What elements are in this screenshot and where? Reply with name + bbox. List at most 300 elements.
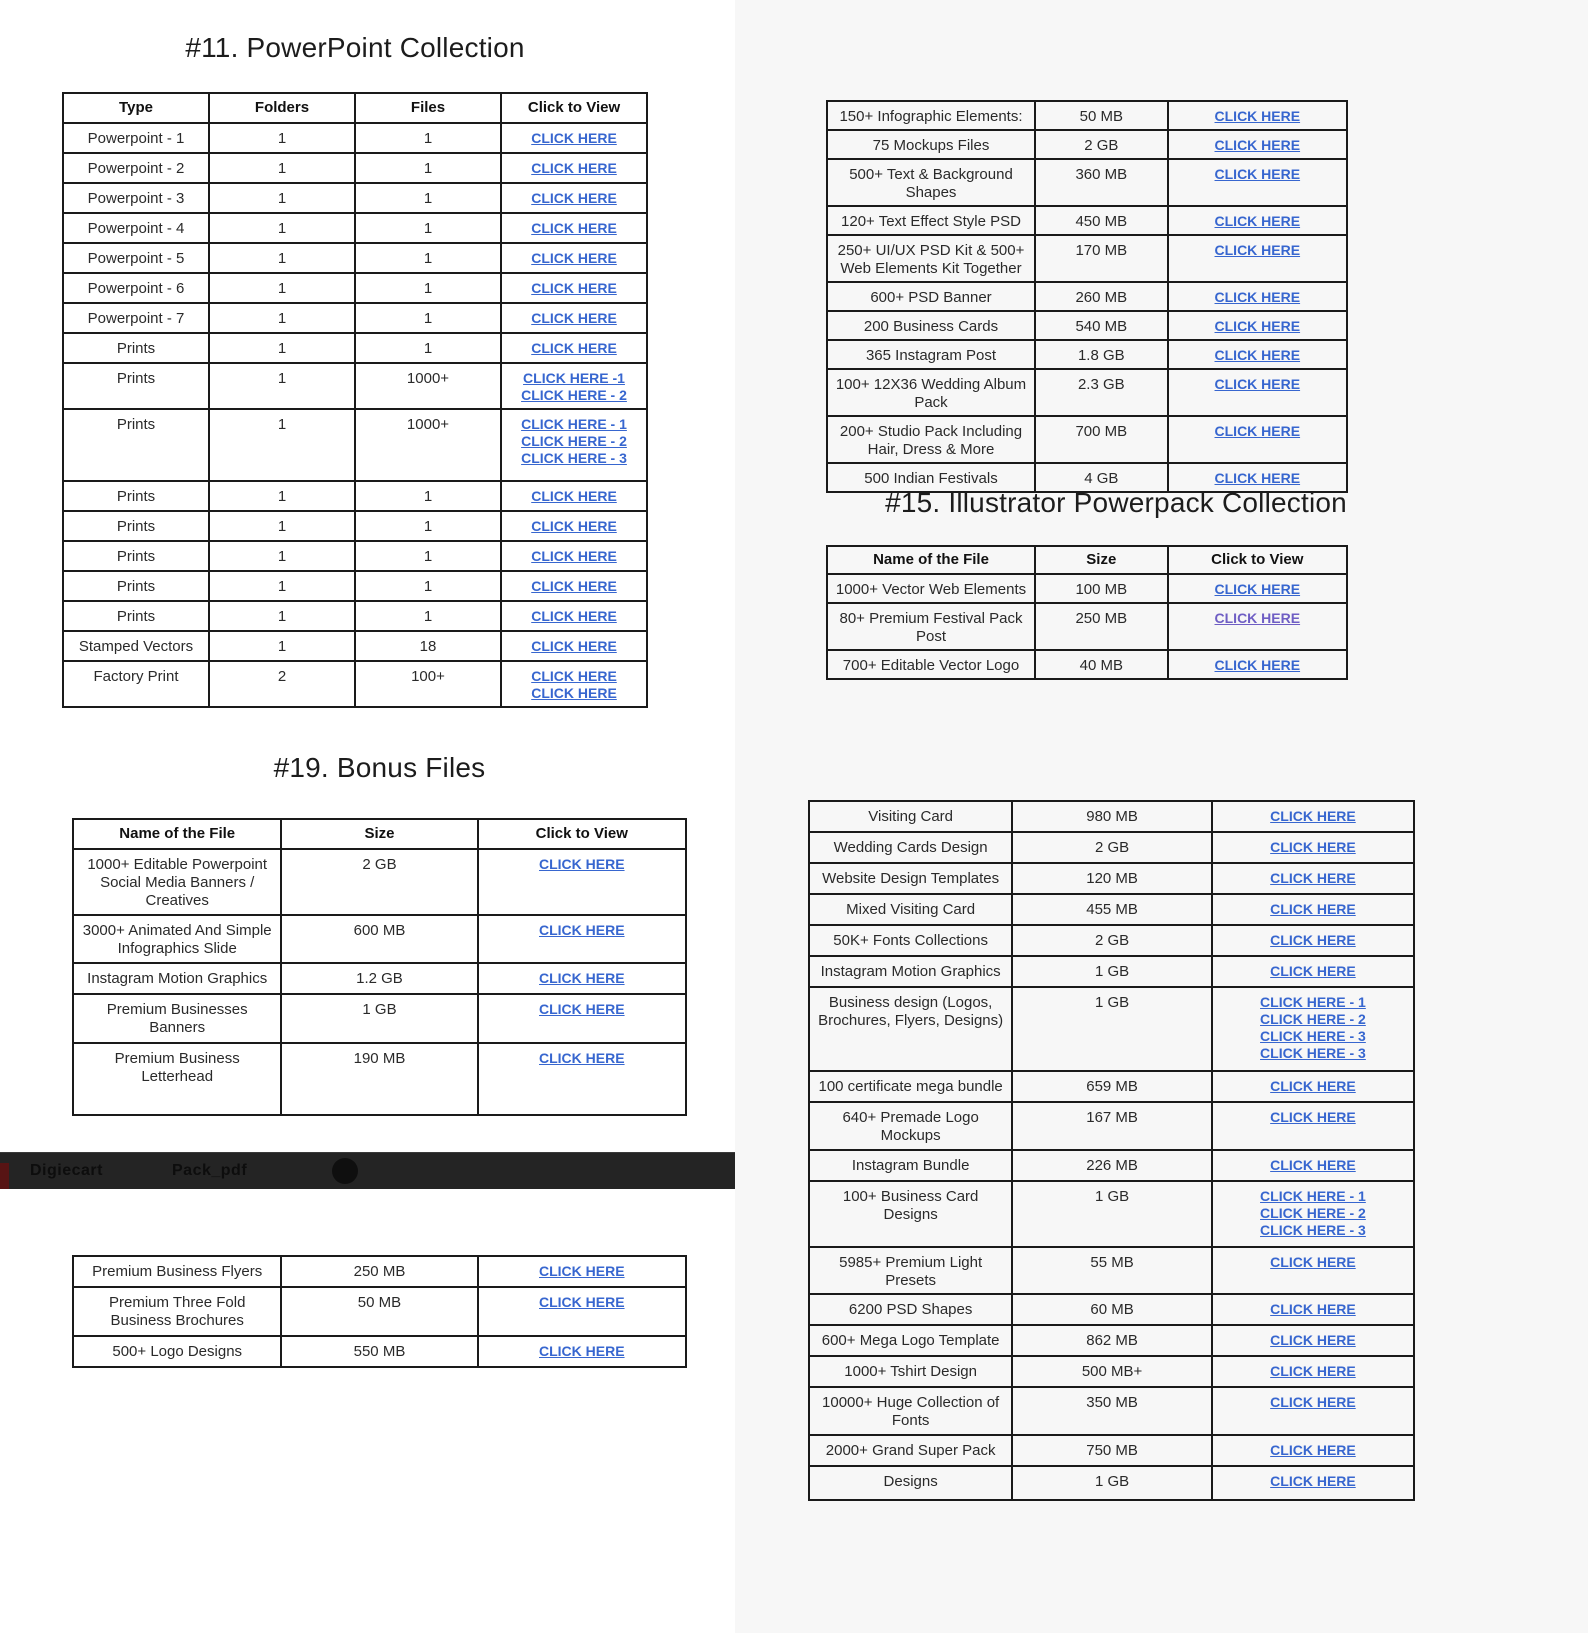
click-here-link[interactable]: CLICK HERE - 3	[521, 450, 627, 466]
click-here-link[interactable]: CLICK HERE	[1270, 1109, 1356, 1125]
table-cell: 50 MB	[1035, 101, 1168, 130]
click-here-link[interactable]: CLICK HERE	[539, 922, 625, 938]
data-table	[826, 545, 1348, 680]
table-cell: Designs	[809, 1466, 1012, 1500]
column-header: Click to View	[501, 93, 647, 123]
table-cell: 1	[355, 273, 501, 303]
column-header: Folders	[209, 93, 355, 123]
table-cell: 700+ Editable Vector Logo	[827, 650, 1035, 679]
table-cell: Prints	[63, 409, 209, 481]
links-cell	[1168, 650, 1347, 679]
table-cell: 600+ Mega Logo Template	[809, 1325, 1012, 1356]
click-here-link[interactable]: CLICK HERE	[531, 578, 617, 594]
links-cell	[1168, 130, 1347, 159]
table-cell: 2	[209, 661, 355, 707]
click-here-link[interactable]: CLICK HERE	[531, 548, 617, 564]
table-row	[827, 369, 1347, 416]
table-row	[63, 153, 647, 183]
table-cell: 500 MB+	[1012, 1356, 1212, 1387]
table-cell: 750 MB	[1012, 1435, 1212, 1466]
click-here-link[interactable]: CLICK HERE	[531, 638, 617, 654]
table-cell: 700 MB	[1035, 416, 1168, 463]
table-cell: 40 MB	[1035, 650, 1168, 679]
table-cell: 250+ UI/UX PSD Kit & 500+ Web Elements Kit Together	[827, 235, 1035, 282]
table-cell: 2000+ Grand Super Pack	[809, 1435, 1012, 1466]
click-here-link[interactable]: CLICK HERE	[1270, 1473, 1356, 1489]
click-here-link[interactable]: CLICK HERE	[531, 280, 617, 296]
table-cell: 190 MB	[281, 1043, 477, 1115]
links-cell	[501, 571, 647, 601]
table-row	[809, 1325, 1414, 1356]
click-here-link[interactable]: CLICK HERE	[1270, 1078, 1356, 1094]
click-here-link[interactable]: CLICK HERE	[1270, 839, 1356, 855]
illustrator-powerpack-title: #15. Illustrator Powerpack Collection	[885, 487, 1347, 518]
table-cell: 100 certificate mega bundle	[809, 1071, 1012, 1102]
header-row	[73, 819, 686, 849]
table-row	[809, 801, 1414, 832]
table-cell: 100 MB	[1035, 574, 1168, 603]
table-cell: 100+	[355, 661, 501, 707]
links-cell	[501, 601, 647, 631]
bar-filename-part2: Pack_pdf	[172, 1162, 248, 1179]
links-cell	[1212, 987, 1414, 1071]
links-cell	[1212, 1356, 1414, 1387]
table-row	[809, 1356, 1414, 1387]
table-cell: 2.3 GB	[1035, 369, 1168, 416]
click-here-link[interactable]: CLICK HERE	[1214, 610, 1301, 626]
table-cell: 1	[355, 511, 501, 541]
links-cell	[478, 1287, 686, 1336]
table-row	[63, 363, 647, 409]
click-here-link[interactable]: CLICK HERE - 3	[1260, 1028, 1366, 1044]
table-cell: 1	[209, 123, 355, 153]
click-here-link[interactable]: CLICK HERE	[1214, 213, 1301, 229]
window-title-bar[interactable]	[0, 1152, 735, 1189]
links-cell	[1168, 603, 1347, 650]
table-cell: 1	[355, 601, 501, 631]
table-cell: Prints	[63, 601, 209, 631]
links-cell	[501, 333, 647, 363]
table-cell: 60 MB	[1012, 1294, 1212, 1325]
table-cell: 640+ Premade Logo Mockups	[809, 1102, 1012, 1150]
table-row	[73, 1256, 686, 1287]
table-cell: Prints	[63, 333, 209, 363]
click-here-link[interactable]: CLICK HERE	[1270, 1157, 1356, 1173]
links-cell	[501, 303, 647, 333]
table-cell: 1	[209, 243, 355, 273]
table-row	[63, 571, 647, 601]
links-cell	[501, 273, 647, 303]
table-row	[63, 213, 647, 243]
table-row	[809, 863, 1414, 894]
table-cell: 1	[209, 511, 355, 541]
links-cell	[478, 915, 686, 963]
links-cell	[478, 1336, 686, 1367]
links-cell	[501, 123, 647, 153]
click-here-link[interactable]: CLICK HERE	[531, 608, 617, 624]
table-cell: 659 MB	[1012, 1071, 1212, 1102]
click-here-link[interactable]: CLICK HERE - 2	[521, 387, 627, 403]
table-cell: 862 MB	[1012, 1325, 1212, 1356]
click-here-link[interactable]: CLICK HERE	[531, 220, 617, 236]
click-here-link[interactable]: CLICK HERE	[1214, 137, 1301, 153]
click-here-link[interactable]: CLICK HERE - 3	[1260, 1045, 1366, 1061]
table-row	[63, 273, 647, 303]
click-here-link[interactable]: CLICK HERE	[1270, 1363, 1356, 1379]
table-cell: 1	[355, 153, 501, 183]
table-row	[63, 243, 647, 273]
links-cell	[1212, 1466, 1414, 1500]
click-here-link[interactable]: CLICK HERE	[1270, 1301, 1356, 1317]
links-cell	[1212, 1387, 1414, 1435]
click-here-link[interactable]: CLICK HERE - 2	[521, 433, 627, 449]
table-cell: 260 MB	[1035, 282, 1168, 311]
table-cell: Premium Business Letterhead	[73, 1043, 281, 1115]
column-header: Size	[281, 819, 477, 849]
table-cell: Prints	[63, 511, 209, 541]
table-cell: 18	[355, 631, 501, 661]
links-cell	[1168, 369, 1347, 416]
table-row	[827, 235, 1347, 282]
table-cell: 2 GB	[1012, 925, 1212, 956]
click-here-link[interactable]: CLICK HERE - 1	[1260, 994, 1366, 1010]
table-cell: 2 GB	[1012, 832, 1212, 863]
table-row	[809, 894, 1414, 925]
click-here-link[interactable]: CLICK HERE	[531, 250, 617, 266]
table-cell: 540 MB	[1035, 311, 1168, 340]
table-cell: 1000+ Editable Powerpoint Social Media Banners / Creatives	[73, 849, 281, 915]
click-here-link[interactable]: CLICK HERE	[1270, 1442, 1356, 1458]
click-here-link[interactable]: CLICK HERE	[1270, 1394, 1356, 1410]
table-cell: Powerpoint - 4	[63, 213, 209, 243]
bonus-collection-right-table	[808, 800, 1415, 1501]
table-cell: 100+ 12X36 Wedding Album Pack	[827, 369, 1035, 416]
links-cell	[1168, 159, 1347, 206]
table-row	[827, 340, 1347, 369]
column-header: Size	[1035, 546, 1168, 574]
links-cell	[1212, 956, 1414, 987]
illustrator-powerpack-table	[826, 545, 1348, 680]
table-cell: 5985+ Premium Light Presets	[809, 1247, 1012, 1294]
table-row	[809, 1150, 1414, 1181]
click-here-link[interactable]: CLICK HERE	[1214, 166, 1301, 182]
table-cell: 1	[209, 363, 355, 409]
data-table	[72, 1255, 687, 1368]
table-row	[809, 1102, 1414, 1150]
table-cell: 1	[209, 481, 355, 511]
links-cell	[1212, 1294, 1414, 1325]
table-row	[63, 333, 647, 363]
table-cell: Powerpoint - 3	[63, 183, 209, 213]
links-cell	[501, 183, 647, 213]
table-row	[63, 601, 647, 631]
click-here-link[interactable]: CLICK HERE	[1214, 376, 1301, 392]
links-cell	[1212, 1181, 1414, 1247]
table-row	[63, 409, 647, 481]
table-row	[809, 832, 1414, 863]
data-table	[62, 92, 648, 708]
click-here-link[interactable]: CLICK HERE -1	[523, 370, 625, 386]
table-cell: Factory Print	[63, 661, 209, 707]
column-header: Click to View	[478, 819, 686, 849]
table-cell: 120 MB	[1012, 863, 1212, 894]
bar-filename-part1: Digiecart	[30, 1162, 103, 1179]
links-cell	[1212, 801, 1414, 832]
table-cell: 80+ Premium Festival Pack Post	[827, 603, 1035, 650]
click-here-link[interactable]: CLICK HERE	[531, 668, 617, 684]
data-table	[72, 818, 687, 1116]
links-cell	[1212, 1247, 1414, 1294]
click-here-link[interactable]: CLICK HERE	[1214, 423, 1301, 439]
table-cell: 1	[355, 571, 501, 601]
click-here-link[interactable]: CLICK HERE	[539, 1343, 625, 1359]
click-here-link[interactable]: CLICK HERE - 2	[1260, 1205, 1366, 1221]
table-row	[73, 994, 686, 1043]
table-cell: Premium Business Flyers	[73, 1256, 281, 1287]
table-cell: 1	[355, 333, 501, 363]
table-row	[73, 1043, 686, 1115]
table-cell: 350 MB	[1012, 1387, 1212, 1435]
links-cell	[501, 213, 647, 243]
table-cell: 1000+	[355, 409, 501, 481]
links-cell	[478, 963, 686, 994]
click-here-link[interactable]: CLICK HERE	[539, 970, 625, 986]
click-here-link[interactable]: CLICK HERE	[1270, 1332, 1356, 1348]
table-row	[63, 631, 647, 661]
table-cell: Visiting Card	[809, 801, 1012, 832]
table-cell: 1	[355, 303, 501, 333]
table-cell: 1	[209, 631, 355, 661]
click-here-link[interactable]: CLICK HERE	[1270, 870, 1356, 886]
table-row	[809, 1294, 1414, 1325]
links-cell	[501, 153, 647, 183]
table-cell: Prints	[63, 571, 209, 601]
links-cell	[1212, 1150, 1414, 1181]
data-table	[826, 100, 1348, 493]
table-cell: 1	[355, 183, 501, 213]
table-cell: Instagram Motion Graphics	[809, 956, 1012, 987]
click-here-link[interactable]: CLICK HERE	[539, 856, 625, 872]
click-here-link[interactable]: CLICK HERE	[1214, 318, 1301, 334]
table-cell: 500 Indian Festivals	[827, 463, 1035, 492]
table-cell: 250 MB	[281, 1256, 477, 1287]
table-row	[809, 925, 1414, 956]
column-header: Type	[63, 93, 209, 123]
links-cell	[1212, 1435, 1414, 1466]
table-row	[827, 603, 1347, 650]
links-cell	[1168, 101, 1347, 130]
links-cell	[1212, 832, 1414, 863]
links-cell	[1168, 311, 1347, 340]
table-row	[827, 311, 1347, 340]
click-here-link[interactable]: CLICK HERE	[531, 190, 617, 206]
click-here-link[interactable]: CLICK HERE	[539, 1001, 625, 1017]
table-cell: 250 MB	[1035, 603, 1168, 650]
table-row	[809, 1071, 1414, 1102]
click-here-link[interactable]: CLICK HERE	[1214, 108, 1301, 124]
table-cell: 75 Mockups Files	[827, 130, 1035, 159]
click-here-link[interactable]: CLICK HERE	[531, 160, 617, 176]
links-cell	[501, 511, 647, 541]
powerpoint-collection-title: #11. PowerPoint Collection	[185, 32, 525, 63]
table-row	[73, 915, 686, 963]
table-cell: 200+ Studio Pack Including Hair, Dress & More	[827, 416, 1035, 463]
table-cell: 1	[209, 183, 355, 213]
table-row	[809, 1387, 1414, 1435]
table-row	[63, 481, 647, 511]
links-cell	[501, 481, 647, 511]
links-cell	[1212, 894, 1414, 925]
table-row	[63, 541, 647, 571]
table-cell: 1	[209, 213, 355, 243]
table-cell: 100+ Business Card Designs	[809, 1181, 1012, 1247]
table-cell: 1	[209, 601, 355, 631]
click-here-link[interactable]: CLICK HERE	[539, 1050, 625, 1066]
click-here-link[interactable]: CLICK HERE	[531, 488, 617, 504]
links-cell	[478, 1256, 686, 1287]
table-cell: 1	[209, 273, 355, 303]
table-row	[827, 650, 1347, 679]
links-cell	[501, 631, 647, 661]
table-row	[827, 159, 1347, 206]
table-cell: Website Design Templates	[809, 863, 1012, 894]
table-cell: 1	[355, 213, 501, 243]
click-here-link[interactable]: CLICK HERE	[1214, 347, 1301, 363]
table-cell: 3000+ Animated And Simple Infographics Slide	[73, 915, 281, 963]
data-table	[808, 800, 1415, 1501]
table-cell: Wedding Cards Design	[809, 832, 1012, 863]
table-cell: 1 GB	[1012, 956, 1212, 987]
table-row	[73, 849, 686, 915]
table-cell: 1000+ Tshirt Design	[809, 1356, 1012, 1387]
click-here-link[interactable]: CLICK HERE	[1214, 242, 1301, 258]
click-here-link[interactable]: CLICK HERE	[531, 685, 617, 701]
table-row	[809, 1466, 1414, 1500]
links-cell	[1168, 416, 1347, 463]
continuation-table-top-right	[826, 100, 1348, 493]
table-row	[63, 183, 647, 213]
table-row	[827, 130, 1347, 159]
table-cell: Stamped Vectors	[63, 631, 209, 661]
table-cell: Powerpoint - 7	[63, 303, 209, 333]
table-cell: 55 MB	[1012, 1247, 1212, 1294]
table-cell: Premium Businesses Banners	[73, 994, 281, 1043]
table-cell: 1 GB	[281, 994, 477, 1043]
table-cell: 170 MB	[1035, 235, 1168, 282]
red-accent-mark	[0, 1163, 9, 1189]
click-here-link[interactable]: CLICK HERE	[531, 130, 617, 146]
table-cell: 167 MB	[1012, 1102, 1212, 1150]
links-cell	[501, 409, 647, 481]
table-cell: 1 GB	[1012, 1181, 1212, 1247]
links-cell	[1212, 1325, 1414, 1356]
table-cell: Premium Three Fold Business Brochures	[73, 1287, 281, 1336]
table-cell: 1	[209, 571, 355, 601]
table-cell: Powerpoint - 6	[63, 273, 209, 303]
table-cell: 1	[209, 153, 355, 183]
click-here-link[interactable]: CLICK HERE - 1	[521, 416, 627, 432]
click-here-link[interactable]: CLICK HERE	[1214, 470, 1301, 486]
table-cell: 450 MB	[1035, 206, 1168, 235]
table-row	[63, 661, 647, 707]
links-cell	[1168, 340, 1347, 369]
links-cell	[478, 849, 686, 915]
table-cell: 150+ Infographic Elements:	[827, 101, 1035, 130]
table-cell: 980 MB	[1012, 801, 1212, 832]
table-cell: 1	[209, 541, 355, 571]
table-row	[809, 956, 1414, 987]
links-cell	[1168, 235, 1347, 282]
table-cell: 1	[355, 123, 501, 153]
table-row	[827, 416, 1347, 463]
links-cell	[501, 243, 647, 273]
table-row	[63, 123, 647, 153]
table-cell: 1 GB	[1012, 987, 1212, 1071]
powerpoint-collection-table	[62, 92, 648, 708]
click-here-link[interactable]: CLICK HERE	[1214, 657, 1301, 673]
links-cell	[1168, 282, 1347, 311]
click-here-link[interactable]: CLICK HERE - 1	[1260, 1188, 1366, 1204]
table-cell: 50 MB	[281, 1287, 477, 1336]
click-here-link[interactable]: CLICK HERE	[539, 1263, 625, 1279]
table-cell: 120+ Text Effect Style PSD	[827, 206, 1035, 235]
column-header: Name of the File	[73, 819, 281, 849]
click-here-link[interactable]: CLICK HERE	[531, 518, 617, 534]
table-row	[73, 1336, 686, 1367]
links-cell	[1212, 863, 1414, 894]
table-cell: 455 MB	[1012, 894, 1212, 925]
click-here-link[interactable]: CLICK HERE	[1270, 901, 1356, 917]
links-cell	[1168, 206, 1347, 235]
table-cell: 50K+ Fonts Collections	[809, 925, 1012, 956]
table-row	[809, 1181, 1414, 1247]
table-cell: 1	[209, 409, 355, 481]
table-cell: 550 MB	[281, 1336, 477, 1367]
click-here-link[interactable]: CLICK HERE	[1214, 289, 1301, 305]
table-cell: 1000+ Vector Web Elements	[827, 574, 1035, 603]
click-here-link[interactable]: CLICK HERE	[1214, 581, 1301, 597]
click-here-link[interactable]: CLICK HERE	[531, 340, 617, 356]
table-cell: 2 GB	[1035, 130, 1168, 159]
table-cell: 360 MB	[1035, 159, 1168, 206]
table-row	[827, 101, 1347, 130]
table-cell: 10000+ Huge Collection of Fonts	[809, 1387, 1012, 1435]
click-here-link[interactable]: CLICK HERE	[531, 310, 617, 326]
links-cell	[1212, 1071, 1414, 1102]
click-here-link[interactable]: CLICK HERE	[1270, 932, 1356, 948]
table-cell: 226 MB	[1012, 1150, 1212, 1181]
table-cell: 1	[355, 243, 501, 273]
click-here-link[interactable]: CLICK HERE	[1270, 963, 1356, 979]
header-row	[827, 546, 1347, 574]
click-here-link[interactable]: CLICK HERE	[1270, 1254, 1356, 1270]
click-here-link[interactable]: CLICK HERE - 3	[1260, 1222, 1366, 1238]
table-cell: 6200 PSD Shapes	[809, 1294, 1012, 1325]
table-cell: 500+ Text & Background Shapes	[827, 159, 1035, 206]
click-here-link[interactable]: CLICK HERE	[1270, 808, 1356, 824]
click-here-link[interactable]: CLICK HERE	[539, 1294, 625, 1310]
table-cell: Powerpoint - 5	[63, 243, 209, 273]
links-cell	[1212, 925, 1414, 956]
links-cell	[1212, 1102, 1414, 1150]
table-cell: Powerpoint - 1	[63, 123, 209, 153]
click-here-link[interactable]: CLICK HERE - 2	[1260, 1011, 1366, 1027]
links-cell	[478, 1043, 686, 1115]
bonus-files-table	[72, 818, 687, 1116]
table-cell: 600+ PSD Banner	[827, 282, 1035, 311]
table-cell: 1	[355, 541, 501, 571]
table-row	[73, 963, 686, 994]
